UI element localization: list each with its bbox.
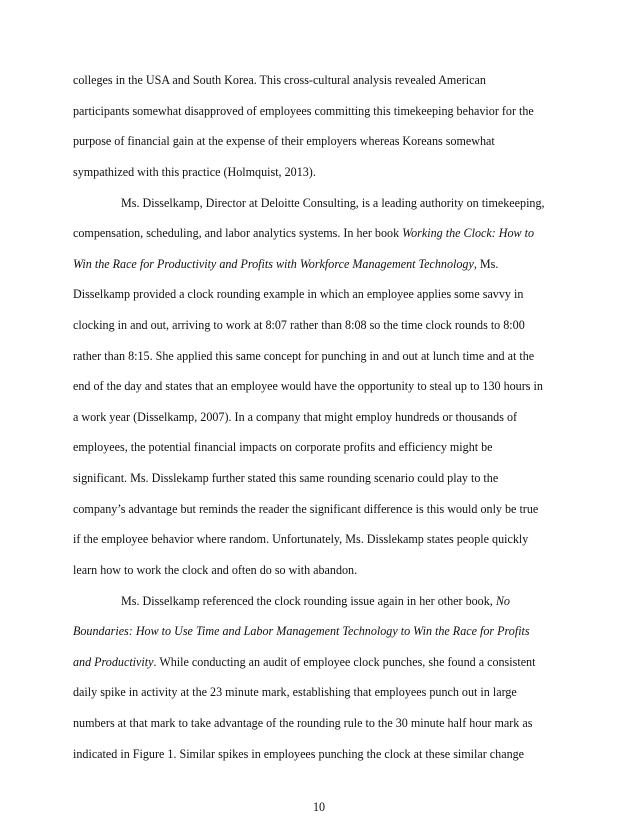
- text-line: end of the day and states that an employee would have the opportunity to steal up to 130 hours in: [73, 379, 543, 393]
- page-number: 10: [312, 800, 326, 814]
- text-line: [73, 226, 534, 240]
- text-line: company’s advantage but reminds the reader the significant difference is this would only be true: [73, 502, 539, 516]
- book-title-italic: Working the Clock: How to: [402, 226, 535, 240]
- book-title-italic: Boundaries: How to Use Time and Labor Management Technology to Win the Race for Profits: [73, 624, 530, 638]
- text-line: Disselkamp provided a clock rounding example in which an employee applies some savvy in: [73, 287, 524, 301]
- text-line: [121, 594, 510, 608]
- text-line: rather than 8:15. She applied this same concept for punching in and out at lunch time and at the: [73, 349, 535, 363]
- book-title-italic: and Productivity: [73, 655, 154, 669]
- text-line: Ms. Disselkamp, Director at Deloitte Consulting, is a leading authority on timekeeping,: [121, 196, 545, 210]
- text-run: Ms. Disselkamp referenced the clock rounding issue again in her other book,: [121, 594, 496, 608]
- text-line: daily spike in activity at the 23 minute mark, establishing that employees punch out in large: [73, 685, 517, 699]
- text-line: indicated in Figure 1. Similar spikes in employees punching the clock at these similar change: [73, 747, 525, 761]
- text-line: significant. Ms. Disslekamp further stated this same rounding scenario could play to the: [73, 471, 499, 485]
- text-line: learn how to work the clock and often do so with abandon.: [73, 563, 358, 577]
- text-line: purpose of financial gain at the expense of their employers whereas Koreans somewhat: [73, 134, 495, 148]
- text-line: colleges in the USA and South Korea. This cross-cultural analysis revealed American: [73, 73, 486, 87]
- text-run: . While conducting an audit of employee clock punches, she found a consistent: [153, 655, 536, 669]
- text-line: [73, 655, 535, 669]
- text-run: , Ms.: [473, 257, 499, 271]
- text-line: employees, the potential financial impacts on corporate profits and efficiency might be: [73, 440, 493, 454]
- text-line: [73, 257, 498, 271]
- text-line: numbers at that mark to take advantage of the rounding rule to the 30 minute half hour mark as: [73, 716, 533, 730]
- text-line: [73, 624, 530, 638]
- book-title-italic: Win the Race for Productivity and Profits with Workforce Management Technology: [73, 257, 474, 271]
- text-line: if the employee behavior where random. Unfortunately, Ms. Disslekamp states people quickly: [73, 532, 529, 546]
- text-line: a work year (Disselkamp, 2007). In a company that might employ hundreds or thousands of: [73, 410, 518, 424]
- book-title-italic: No: [495, 594, 510, 608]
- text-line: clocking in and out, arriving to work at 8:07 rather than 8:08 so the time clock rounds to 8:00: [73, 318, 525, 332]
- text-run: compensation, scheduling, and labor analytics systems. In her book: [73, 226, 403, 240]
- text-line: participants somewhat disapproved of employees committing this timekeeping behavior for the: [73, 104, 534, 118]
- text-line: sympathized with this practice (Holmquist, 2013).: [73, 165, 316, 179]
